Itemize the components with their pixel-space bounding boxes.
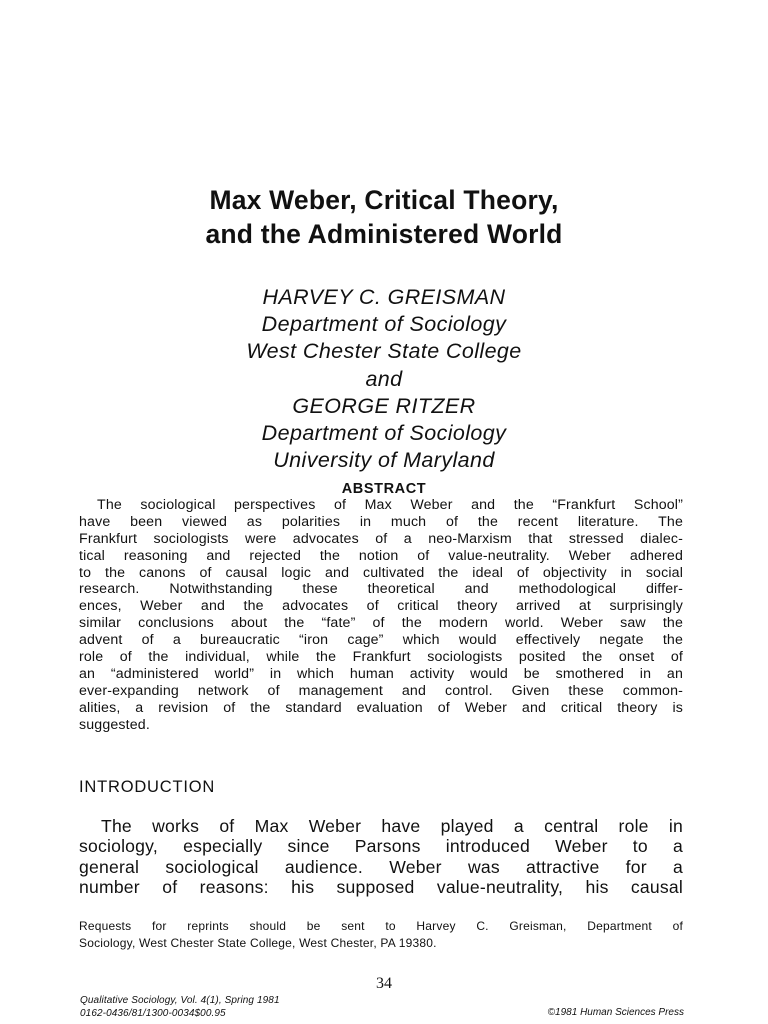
abstract-line: The sociological perspectives of Max Weber and the “Frankfurt School” xyxy=(97,497,683,513)
footnote-line: Sociology, West Chester State College, West Chester, PA 19380. xyxy=(79,935,437,950)
journal-code: 0162-0436/81/1300-0034$00.95 xyxy=(80,1007,226,1019)
copyright-notice: ©1981 Human Sciences Press xyxy=(547,1007,684,1018)
abstract-line: alities, a revision of the standard evaluation of Weber and critical theory is xyxy=(79,699,683,716)
body-line: The works of Max Weber have played a central role in xyxy=(101,816,683,836)
title-line-2: and the Administered World xyxy=(205,219,563,249)
abstract-line: research. Notwithstanding these theoretical and methodological differ- xyxy=(79,581,683,598)
title-line-1: Max Weber, Critical Theory, xyxy=(209,185,559,215)
author-2-institution: University of Maryland xyxy=(273,448,495,473)
author-1-department: Department of Sociology xyxy=(261,312,507,337)
author-1-institution: West Chester State College xyxy=(246,339,522,364)
abstract-line: ever-expanding network of management and control. Given these common- xyxy=(79,682,683,699)
abstract-line: an “administered world” in which human activity would be smothered in an xyxy=(79,665,683,682)
page-number: 34 xyxy=(376,975,392,992)
body-line: general sociological audience. Weber was attractive for a xyxy=(79,856,683,877)
body-line: number of reasons: his supposed value-neutrality, his causal xyxy=(79,876,683,897)
abstract-line: similar conclusions about the “fate” of the modern world. Weber saw the xyxy=(79,615,683,632)
abstract-line: advent of a bureaucratic “iron cage” which would effectively negate the xyxy=(79,632,683,649)
abstract-line: to the canons of causal logic and cultivated the ideal of objectivity in social xyxy=(79,564,683,581)
abstract-line: suggested. xyxy=(79,716,150,733)
author-conjunction: and xyxy=(365,366,403,391)
reprint-footnote xyxy=(79,918,683,951)
journal-citation xyxy=(80,995,280,1020)
abstract-line: tical reasoning and rejected the notion of value-neutrality. Weber adhered xyxy=(79,547,683,564)
abstract-line: ences, Weber and the advocates of critical theory arrived at surprisingly xyxy=(79,598,683,615)
abstract-heading: ABSTRACT xyxy=(341,481,427,497)
abstract-line: have been viewed as polarities in much of the recent literature. The xyxy=(79,513,683,530)
abstract-body xyxy=(79,497,683,733)
introduction-body xyxy=(79,816,683,897)
article-title xyxy=(0,183,768,251)
author-block xyxy=(0,284,768,474)
journal-issue: Qualitative Sociology, Vol. 4(1), Spring 1981 xyxy=(80,995,280,1006)
author-2-name: GEORGE RITZER xyxy=(292,393,476,418)
footnote-line: Requests for reprints should be sent to Harvey C. Greisman, Department of xyxy=(79,919,683,933)
introduction-heading: INTRODUCTION xyxy=(79,778,216,796)
author-1-name: HARVEY C. GREISMAN xyxy=(262,285,506,309)
abstract-line: Frankfurt sociologists were advocates of a neo-Marxism that stressed dialec- xyxy=(79,530,683,547)
abstract-line: role of the individual, while the Frankfurt sociologists posited the onset of xyxy=(79,649,683,666)
author-2-department: Department of Sociology xyxy=(261,421,507,446)
body-line: sociology, especially since Parsons introduced Weber to a xyxy=(79,836,683,857)
